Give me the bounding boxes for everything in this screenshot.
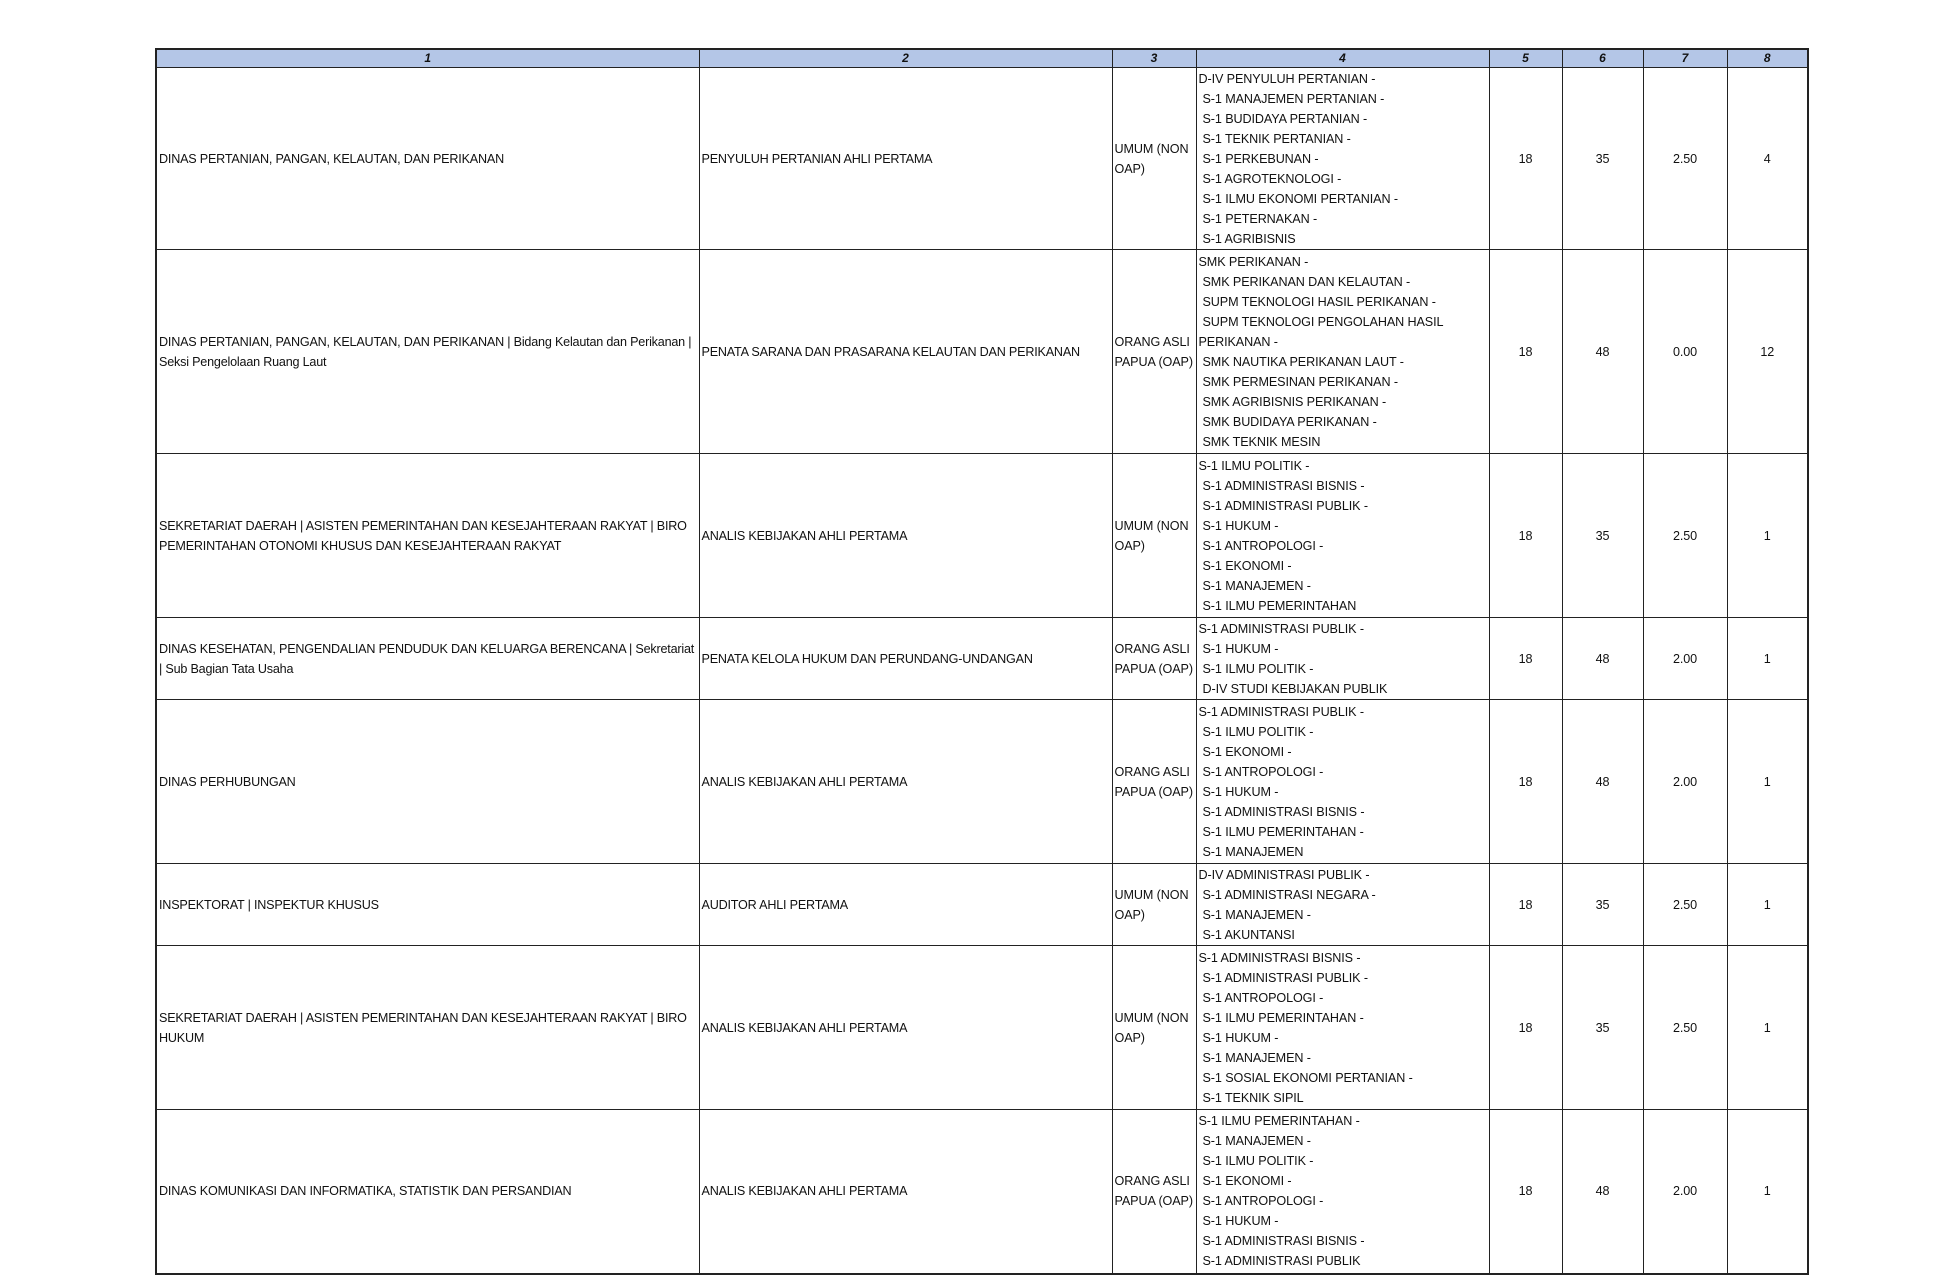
requirements-cell xyxy=(1196,250,1489,454)
col5-cell: 18 xyxy=(1489,946,1562,1110)
col5-cell: 18 xyxy=(1489,700,1562,864)
col7-cell: 2.00 xyxy=(1643,1110,1727,1274)
table-row xyxy=(156,618,1808,700)
position-cell: ANALIS KEBIJAKAN AHLI PERTAMA xyxy=(699,946,1112,1110)
requirements-cell xyxy=(1196,864,1489,946)
requirement-item: S-1 BUDIDAYA PERTANIAN - xyxy=(1202,111,1368,126)
category-cell: ORANG ASLI PAPUA (OAP) xyxy=(1112,1110,1196,1274)
requirement-item: S-1 MANAJEMEN xyxy=(1202,844,1304,859)
category-cell: ORANG ASLI PAPUA (OAP) xyxy=(1112,700,1196,864)
requirements-cell xyxy=(1196,1110,1489,1274)
col8-cell: 1 xyxy=(1727,1110,1808,1274)
requirement-item: S-1 PERKEBUNAN - xyxy=(1202,151,1319,166)
requirement-item: SMK NAUTIKA PERIKANAN LAUT - xyxy=(1202,354,1404,369)
table-body xyxy=(156,68,1808,1274)
requirement-item: S-1 ADMINISTRASI PUBLIK - xyxy=(1202,970,1368,985)
column-header-7: 7 xyxy=(1643,49,1727,68)
requirement-item: S-1 ILMU POLITIK - xyxy=(1202,724,1314,739)
requirement-item: S-1 ILMU PEMERINTAHAN - xyxy=(1202,824,1364,839)
requirement-item: S-1 ILMU PEMERINTAHAN xyxy=(1202,598,1357,613)
category-cell: ORANG ASLI PAPUA (OAP) xyxy=(1112,618,1196,700)
requirement-item: S-1 ANTROPOLOGI - xyxy=(1202,764,1324,779)
requirement-item: S-1 EKONOMI - xyxy=(1202,744,1292,759)
position-cell: PENATA KELOLA HUKUM DAN PERUNDANG-UNDANGAN xyxy=(699,618,1112,700)
table-row xyxy=(156,250,1808,454)
col7-cell: 2.00 xyxy=(1643,618,1727,700)
position-cell: ANALIS KEBIJAKAN AHLI PERTAMA xyxy=(699,1110,1112,1274)
col6-cell: 35 xyxy=(1562,946,1643,1110)
col6-cell: 48 xyxy=(1562,1110,1643,1274)
column-header-2: 2 xyxy=(699,49,1112,68)
requirements-cell xyxy=(1196,946,1489,1110)
col7-cell: 2.50 xyxy=(1643,454,1727,618)
requirement-item: S-1 MANAJEMEN - xyxy=(1202,907,1311,922)
requirement-item: S-1 MANAJEMEN - xyxy=(1202,1134,1311,1149)
unit-cell: SEKRETARIAT DAERAH | ASISTEN PEMERINTAHAN DAN KESEJAHTERAAN RAKYAT | BIRO PEMERINTAHAN OTONOMI KHUSUS DAN KESEJAHTERAAN RAKYAT xyxy=(156,454,699,618)
requirement-item: S-1 HUKUM - xyxy=(1202,518,1279,533)
col5-cell: 18 xyxy=(1489,864,1562,946)
col7-cell: 2.50 xyxy=(1643,68,1727,250)
requirement-item: SMK AGRIBISNIS PERIKANAN - xyxy=(1202,394,1387,409)
col5-cell: 18 xyxy=(1489,618,1562,700)
requirement-item: PERIKANAN - xyxy=(1198,334,1278,349)
requirement-item: S-1 HUKUM - xyxy=(1202,641,1279,656)
col5-cell: 18 xyxy=(1489,454,1562,618)
col8-cell: 1 xyxy=(1727,618,1808,700)
column-header-1: 1 xyxy=(156,49,699,68)
col8-cell: 1 xyxy=(1727,946,1808,1110)
column-header-3: 3 xyxy=(1112,49,1196,68)
col7-cell: 2.50 xyxy=(1643,864,1727,946)
requirement-item: S-1 PETERNAKAN - xyxy=(1202,211,1318,226)
requirement-item: S-1 AGROTEKNOLOGI - xyxy=(1202,171,1342,186)
requirement-item: S-1 ADMINISTRASI PUBLIK xyxy=(1202,1254,1361,1269)
requirement-item: S-1 TEKNIK PERTANIAN - xyxy=(1202,131,1351,146)
requirement-item: SMK PERIKANAN - xyxy=(1198,254,1309,269)
requirement-item: S-1 MANAJEMEN - xyxy=(1202,1050,1311,1065)
requirement-item: S-1 ADMINISTRASI BISNIS - xyxy=(1202,804,1365,819)
category-cell: ORANG ASLI PAPUA (OAP) xyxy=(1112,250,1196,454)
col5-cell: 18 xyxy=(1489,250,1562,454)
table-row xyxy=(156,1110,1808,1274)
col8-cell: 1 xyxy=(1727,864,1808,946)
requirement-item: S-1 TEKNIK SIPIL xyxy=(1202,1090,1304,1105)
requirement-item: S-1 ADMINISTRASI NEGARA - xyxy=(1202,887,1376,902)
requirement-item: SUPM TEKNOLOGI PENGOLAHAN HASIL xyxy=(1202,314,1444,329)
unit-cell: INSPEKTORAT | INSPEKTUR KHUSUS xyxy=(156,864,699,946)
requirement-item: S-1 ADMINISTRASI BISNIS - xyxy=(1202,1234,1365,1249)
col7-cell: 2.50 xyxy=(1643,946,1727,1110)
requirement-item: S-1 ADMINISTRASI BISNIS - xyxy=(1202,478,1365,493)
requirements-cell xyxy=(1196,700,1489,864)
requirement-item: SMK TEKNIK MESIN xyxy=(1202,434,1321,449)
category-cell: UMUM (NON OAP) xyxy=(1112,68,1196,250)
col6-cell: 35 xyxy=(1562,68,1643,250)
category-cell: UMUM (NON OAP) xyxy=(1112,864,1196,946)
unit-cell: DINAS PERTANIAN, PANGAN, KELAUTAN, DAN PERIKANAN xyxy=(156,68,699,250)
requirements-cell xyxy=(1196,68,1489,250)
requirement-item: D-IV ADMINISTRASI PUBLIK - xyxy=(1198,867,1370,882)
requirement-item: S-1 ADMINISTRASI PUBLIK - xyxy=(1202,498,1368,513)
col8-cell: 4 xyxy=(1727,68,1808,250)
requirement-item: S-1 HUKUM - xyxy=(1202,1030,1279,1045)
requirement-item: D-IV PENYULUH PERTANIAN - xyxy=(1198,71,1376,86)
requirement-item: S-1 ILMU POLITIK - xyxy=(1202,1154,1314,1169)
col5-cell: 18 xyxy=(1489,1110,1562,1274)
position-cell: ANALIS KEBIJAKAN AHLI PERTAMA xyxy=(699,700,1112,864)
position-cell: PENATA SARANA DAN PRASARANA KELAUTAN DAN PERIKANAN xyxy=(699,250,1112,454)
requirement-item: S-1 HUKUM - xyxy=(1202,784,1279,799)
requirement-item: S-1 AKUNTANSI xyxy=(1202,927,1295,942)
category-cell: UMUM (NON OAP) xyxy=(1112,454,1196,618)
requirement-item: S-1 MANAJEMEN PERTANIAN - xyxy=(1202,91,1385,106)
requirement-item: S-1 ANTROPOLOGI - xyxy=(1202,538,1324,553)
requirement-item: S-1 AGRIBISNIS xyxy=(1202,231,1296,246)
col7-cell: 0.00 xyxy=(1643,250,1727,454)
unit-cell: DINAS KESEHATAN, PENGENDALIAN PENDUDUK DAN KELUARGA BERENCANA | Sekretariat | Sub Bagian Tata Usaha xyxy=(156,618,699,700)
table-row xyxy=(156,68,1808,250)
col7-cell: 2.00 xyxy=(1643,700,1727,864)
requirement-item: S-1 ADMINISTRASI PUBLIK - xyxy=(1198,621,1364,636)
col6-cell: 48 xyxy=(1562,618,1643,700)
col8-cell: 1 xyxy=(1727,454,1808,618)
table-row xyxy=(156,454,1808,618)
requirement-item: S-1 ILMU POLITIK - xyxy=(1198,458,1310,473)
table-row xyxy=(156,864,1808,946)
requirement-item: S-1 ILMU PEMERINTAHAN - xyxy=(1202,1010,1364,1025)
unit-cell: DINAS PERHUBUNGAN xyxy=(156,700,699,864)
formation-table xyxy=(155,48,1809,1275)
unit-cell: SEKRETARIAT DAERAH | ASISTEN PEMERINTAHAN DAN KESEJAHTERAAN RAKYAT | BIRO HUKUM xyxy=(156,946,699,1110)
requirement-item: SMK PERMESINAN PERIKANAN - xyxy=(1202,374,1398,389)
col6-cell: 48 xyxy=(1562,700,1643,864)
col8-cell: 1 xyxy=(1727,700,1808,864)
requirement-item: S-1 ILMU PEMERINTAHAN - xyxy=(1198,1114,1360,1129)
requirements-cell xyxy=(1196,454,1489,618)
table-row xyxy=(156,946,1808,1110)
col8-cell: 12 xyxy=(1727,250,1808,454)
requirement-item: S-1 ILMU POLITIK - xyxy=(1202,661,1314,676)
column-header-6: 6 xyxy=(1562,49,1643,68)
col6-cell: 35 xyxy=(1562,864,1643,946)
category-cell: UMUM (NON OAP) xyxy=(1112,946,1196,1110)
col6-cell: 48 xyxy=(1562,250,1643,454)
column-header-5: 5 xyxy=(1489,49,1562,68)
requirement-item: SUPM TEKNOLOGI HASIL PERIKANAN - xyxy=(1202,294,1436,309)
unit-cell: DINAS KOMUNIKASI DAN INFORMATIKA, STATISTIK DAN PERSANDIAN xyxy=(156,1110,699,1274)
column-header-4: 4 xyxy=(1196,49,1489,68)
requirement-item: S-1 SOSIAL EKONOMI PERTANIAN - xyxy=(1202,1070,1413,1085)
col6-cell: 35 xyxy=(1562,454,1643,618)
table-row xyxy=(156,700,1808,864)
requirement-item: S-1 EKONOMI - xyxy=(1202,558,1292,573)
requirement-item: S-1 EKONOMI - xyxy=(1202,1174,1292,1189)
requirement-item: S-1 ILMU EKONOMI PERTANIAN - xyxy=(1202,191,1398,206)
requirement-item: S-1 ANTROPOLOGI - xyxy=(1202,1194,1324,1209)
header-row xyxy=(156,49,1808,68)
requirement-item: S-1 HUKUM - xyxy=(1202,1214,1279,1229)
position-cell: ANALIS KEBIJAKAN AHLI PERTAMA xyxy=(699,454,1112,618)
requirements-cell xyxy=(1196,618,1489,700)
requirement-item: S-1 ADMINISTRASI BISNIS - xyxy=(1198,950,1361,965)
requirement-item: S-1 ADMINISTRASI PUBLIK - xyxy=(1198,704,1364,719)
requirement-item: SMK BUDIDAYA PERIKANAN - xyxy=(1202,414,1377,429)
requirement-item: S-1 MANAJEMEN - xyxy=(1202,578,1311,593)
col5-cell: 18 xyxy=(1489,68,1562,250)
requirement-item: S-1 ANTROPOLOGI - xyxy=(1202,990,1324,1005)
unit-cell: DINAS PERTANIAN, PANGAN, KELAUTAN, DAN PERIKANAN | Bidang Kelautan dan Perikanan | Seksi Pengelolaan Ruang Laut xyxy=(156,250,699,454)
requirement-item: D-IV STUDI KEBIJAKAN PUBLIK xyxy=(1202,681,1388,696)
position-cell: PENYULUH PERTANIAN AHLI PERTAMA xyxy=(699,68,1112,250)
position-cell: AUDITOR AHLI PERTAMA xyxy=(699,864,1112,946)
column-header-8: 8 xyxy=(1727,49,1808,68)
requirement-item: SMK PERIKANAN DAN KELAUTAN - xyxy=(1202,274,1411,289)
